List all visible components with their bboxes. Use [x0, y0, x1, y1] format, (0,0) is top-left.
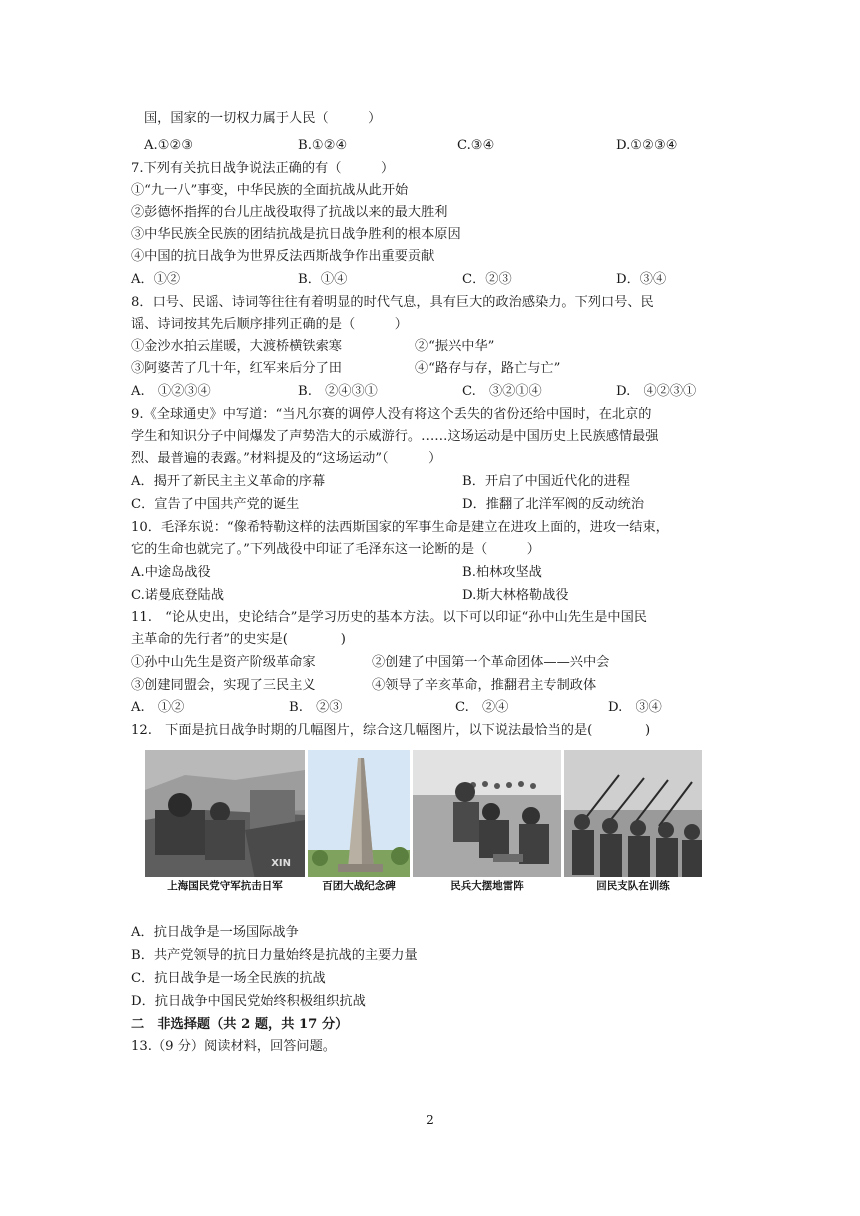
q11-line-1: 11. “论从史出，史论结合”是学习历史的基本方法。以下可以印证“孙中山先生是中国民: [131, 610, 647, 625]
q11-line-2: 主革命的先行者”的史实是( ): [131, 632, 346, 647]
q11-item-1: ①孙中山先生是资产阶级革命家: [131, 655, 316, 670]
q7-option-d: D．③④: [616, 272, 667, 287]
q8-item-4: ④“路存与存，路亡与亡”: [415, 361, 561, 376]
q12-stem: 12. 下面是抗日战争时期的几幅图片，综合这几幅图片，以下说法最恰当的是( ): [131, 723, 651, 738]
q9-line-2: 学生和知识分子中间爆发了声势浩大的示威游行。……这场运动是中国历史上民族感情最强: [131, 429, 659, 444]
q8-stem-line1: 8．口号、民谣、诗词等往往有着明显的时代气息，具有巨大的政治感染力。下列口号、民: [131, 295, 654, 310]
q12-option-a: A．抗日战争是一场国际战争: [131, 925, 299, 940]
page-number: 2: [426, 1113, 434, 1127]
q7-option-c: C．②③: [462, 272, 512, 287]
q8-stem-line2: 谣、诗词按其先后顺序排列正确的是（ ）: [131, 317, 408, 332]
q10-option-b: B.柏林攻坚战: [462, 565, 542, 580]
q11-item-3: ③创建同盟会，实现了三民主义: [131, 678, 316, 693]
q12-option-b: B．共产党领导的抗日力量始终是抗战的主要力量: [131, 948, 418, 963]
q11-option-a: A. ①②: [131, 700, 185, 715]
q9-option-c: C．宣告了中国共产党的诞生: [131, 497, 300, 512]
q12-option-d: D．抗日战争中国民党始终积极组织抗战: [131, 994, 366, 1009]
q8-item-2: ②“振兴中华”: [415, 339, 495, 354]
q8-item-1: ①金沙水拍云崖暖，大渡桥横铁索寒: [131, 339, 342, 354]
q7-item-2: ②彭德怀指挥的台儿庄战役取得了抗战以来的最大胜利: [131, 205, 448, 220]
q7-option-a: A．①②: [131, 272, 181, 287]
q12-photo-monument: [308, 750, 410, 895]
q11-option-d: D. ③④: [608, 700, 662, 715]
q12-photo-shanghai-defenders: [145, 750, 305, 895]
q10-option-d: D.斯大林格勒战役: [462, 588, 569, 603]
q7-item-3: ③中华民族全民族的团结抗战是抗日战争胜利的根本原因: [131, 227, 461, 242]
q8-option-a: A. ①②③④: [131, 384, 211, 399]
q9-line-1: 9.《全球通史》中写道：“当凡尔赛的调停人没有将这个丢失的省份还给中国时，在北京的: [131, 407, 652, 422]
q9-line-3: 烈、最普遍的表露。”材料提及的“这场运动”（ ）: [131, 451, 442, 466]
q10-line-2: 它的生命也就完了。”下列战役中印证了毛泽东这一论断的是（ ）: [131, 542, 540, 557]
q9-option-a: A．揭开了新民主主义革命的序幕: [131, 474, 326, 489]
q11-item-2: ②创建了中国第一个革命团体——兴中会: [372, 655, 610, 670]
q6-option-b: B.①②④: [298, 138, 348, 153]
q8-option-d: D. ④②③①: [616, 384, 697, 399]
q12-photo-strip: [145, 750, 705, 895]
q12-photo-militia-mines: [413, 750, 561, 895]
q6-tail-text: 国，国家的一切权力属于人民（ ）: [144, 111, 382, 126]
q6-option-d: D.①②③④: [616, 138, 678, 153]
q12-photo1-watermark: XIN: [271, 858, 291, 869]
q8-option-b: B. ②④③①: [298, 384, 378, 399]
q8-option-c: C. ③②①④: [462, 384, 542, 399]
q6-option-a: A.①②③: [144, 138, 194, 153]
q10-option-c: C.诺曼底登陆战: [131, 588, 224, 603]
q12-caption-4: 回民支队在训练: [596, 880, 670, 892]
q11-item-4: ④领导了辛亥革命，推翻君主专制政体: [372, 678, 597, 693]
q7-stem: 7.下列有关抗日战争说法正确的有（ ）: [131, 161, 395, 176]
q7-item-1: ①“九一八”事变，中华民族的全面抗战从此开始: [131, 183, 409, 198]
q13-stem: 13.（9 分）阅读材料，回答问题。: [131, 1039, 336, 1054]
q9-option-d: D．推翻了北洋军阀的反动统治: [462, 497, 645, 512]
q8-item-3: ③阿婆苦了几十年，红军来后分了田: [131, 361, 342, 376]
q12-caption-2: 百团大战纪念碑: [322, 880, 396, 892]
q12-caption-1: 上海国民党守军抗击日军: [167, 880, 283, 892]
q12-caption-3: 民兵大摆地雷阵: [450, 880, 524, 892]
q6-option-c: C.③④: [457, 138, 495, 153]
q7-option-b: B．①④: [298, 272, 348, 287]
q9-option-b: B．开启了中国近代化的进程: [462, 474, 630, 489]
q7-item-4: ④中国的抗日战争为世界反法西斯战争作出重要贡献: [131, 249, 435, 264]
q12-option-c: C．抗日战争是一场全民族的抗战: [131, 971, 326, 986]
section-2-heading: 二 非选择题（共 2 题，共 17 分）: [131, 1017, 349, 1032]
q11-option-b: B. ②③: [289, 700, 343, 715]
q10-line-1: 10．毛泽东说：“像希特勒这样的法西斯国家的军事生命是建立在进攻上面的，进攻一结束，: [131, 520, 669, 535]
q12-photo-hui-detachment: [564, 750, 702, 895]
q11-option-c: C. ②④: [455, 700, 509, 715]
q10-option-a: A.中途岛战役: [131, 565, 211, 580]
